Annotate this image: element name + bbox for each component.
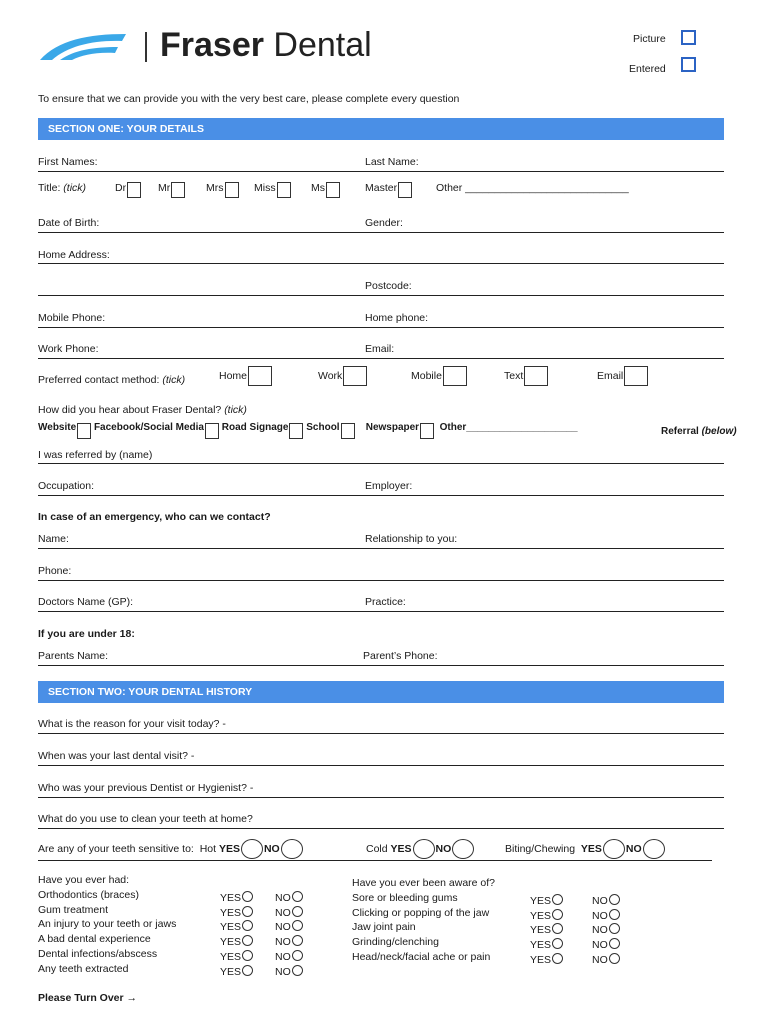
title-other-field[interactable]: Other ____________________________ xyxy=(436,182,629,194)
no-label: NO xyxy=(275,965,291,978)
aware-no-radio[interactable] xyxy=(609,894,620,905)
had-no-option xyxy=(275,891,303,904)
postcode-field[interactable] xyxy=(38,295,724,296)
previous-dentist-label: Who was your previous Dentist or Hygienist? - xyxy=(38,782,254,794)
had-yes-radio[interactable] xyxy=(242,920,253,931)
cold-yes-radio[interactable] xyxy=(413,839,435,859)
aware-yes-radio[interactable] xyxy=(552,894,563,905)
occupation-field[interactable] xyxy=(38,495,724,496)
no-label: NO xyxy=(592,909,608,922)
contact-mobile-checkbox[interactable] xyxy=(443,366,467,386)
had-no-option xyxy=(275,965,303,978)
emergency-name-label: Name: xyxy=(38,533,69,545)
aware-yes-option xyxy=(530,938,563,951)
aware-no-option xyxy=(592,923,620,936)
visit-reason-field[interactable] xyxy=(38,733,724,734)
sensitivity-line xyxy=(38,860,712,861)
hot-label: Hot xyxy=(199,843,217,855)
had-item-label: A bad dental experience xyxy=(38,933,151,946)
had-item-label: An injury to your teeth or jaws xyxy=(38,918,177,931)
source-newspaper-label: Newspaper xyxy=(365,422,420,433)
logo-divider xyxy=(145,32,147,62)
mobile-phone-label: Mobile Phone: xyxy=(38,312,106,324)
no-label: NO xyxy=(275,921,291,934)
biting-no-radio[interactable] xyxy=(643,839,665,859)
title-miss-checkbox[interactable] xyxy=(277,182,291,198)
emergency-phone-label: Phone: xyxy=(38,565,72,577)
first-names-field[interactable] xyxy=(38,171,724,172)
aware-item-label: Grinding/clenching xyxy=(352,936,439,949)
aware-no-option xyxy=(592,894,620,907)
home-address-field[interactable] xyxy=(38,263,724,264)
title-ms-checkbox[interactable] xyxy=(326,182,340,198)
mobile-phone-field[interactable] xyxy=(38,327,724,328)
yes-label: YES xyxy=(220,950,242,963)
aware-item-label: Sore or bleeding gums xyxy=(352,892,458,904)
had-yes-option xyxy=(220,906,253,919)
source-school-checkbox[interactable] xyxy=(341,423,355,439)
hear-about-label: How did you hear about Fraser Dental? (tick) xyxy=(38,404,247,416)
title-mrs-checkbox[interactable] xyxy=(225,182,239,198)
contact-home-checkbox[interactable] xyxy=(248,366,272,386)
brand-name xyxy=(160,26,372,65)
contact-text-checkbox[interactable] xyxy=(524,366,548,386)
cold-no-radio[interactable] xyxy=(452,839,474,859)
yes-label: YES xyxy=(530,924,552,937)
under-18-heading: If you are under 18: xyxy=(38,628,135,640)
yes-label: YES xyxy=(220,892,242,904)
biting-no-label: NO xyxy=(625,843,642,855)
occupation-label: Occupation: xyxy=(38,480,95,492)
hot-yes-radio[interactable] xyxy=(241,839,263,859)
had-yes-radio[interactable] xyxy=(242,965,253,976)
aware-no-option xyxy=(592,909,620,922)
aware-no-radio[interactable] xyxy=(609,909,620,920)
section-one-header: SECTION ONE: YOUR DETAILS xyxy=(38,118,724,140)
referred-by-field[interactable] xyxy=(38,463,724,464)
title-dr-checkbox[interactable] xyxy=(127,182,141,198)
source-road-checkbox[interactable] xyxy=(289,423,303,439)
emergency-name-field[interactable] xyxy=(38,548,724,549)
tick-note: (tick) xyxy=(63,182,87,194)
had-no-option xyxy=(275,935,303,948)
had-yes-radio[interactable] xyxy=(242,935,253,946)
aware-no-option xyxy=(592,953,620,966)
aware-no-radio[interactable] xyxy=(609,938,620,949)
emergency-heading: In case of an emergency, who can we contact? xyxy=(38,511,271,523)
aware-yes-radio[interactable] xyxy=(552,909,563,920)
brand-bold: Fraser xyxy=(160,26,264,64)
yes-label: YES xyxy=(220,965,242,978)
aware-yes-option xyxy=(530,953,563,966)
no-label: NO xyxy=(592,924,608,937)
parents-name-label: Parents Name: xyxy=(38,650,109,662)
source-school-label: School xyxy=(306,422,340,433)
entered-label: Entered xyxy=(629,63,666,75)
had-no-option xyxy=(275,906,303,919)
aware-no-radio[interactable] xyxy=(609,953,620,964)
parents-name-field[interactable] xyxy=(38,665,724,666)
contact-email-label: Email xyxy=(597,370,624,382)
title-dr-label: Dr xyxy=(115,182,127,194)
no-label: NO xyxy=(275,950,291,963)
had-item-label: Orthodontics (braces) xyxy=(38,889,139,901)
had-no-radio[interactable] xyxy=(292,906,303,917)
no-label: NO xyxy=(592,939,608,952)
title-mr-label: Mr xyxy=(158,182,171,194)
intro-text: To ensure that we can provide you with the very best care, please complete every question xyxy=(38,93,460,105)
had-yes-radio[interactable] xyxy=(242,950,253,961)
title-miss-label: Miss xyxy=(254,182,276,194)
work-phone-label: Work Phone: xyxy=(38,343,99,355)
contact-email-checkbox[interactable] xyxy=(624,366,648,386)
dob-label: Date of Birth: xyxy=(38,217,100,229)
had-yes-option xyxy=(220,950,253,963)
had-yes-option xyxy=(220,935,253,948)
cold-label: Cold xyxy=(366,843,388,855)
picture-checkbox[interactable] xyxy=(681,30,696,45)
source-other-field[interactable]: Other____________________ xyxy=(439,422,578,433)
gender-label: Gender: xyxy=(365,217,403,229)
no-label: NO xyxy=(275,892,291,904)
yes-label: YES xyxy=(220,906,242,919)
aware-no-option xyxy=(592,938,620,951)
yes-label: YES xyxy=(530,909,552,922)
had-yes-option xyxy=(220,965,253,978)
sensitive-label: Are any of your teeth sensitive to: xyxy=(38,843,194,855)
aware-yes-radio[interactable] xyxy=(552,938,563,949)
home-phone-label: Home phone: xyxy=(365,312,429,324)
had-no-radio[interactable] xyxy=(292,965,303,976)
work-phone-field[interactable] xyxy=(38,358,724,359)
had-no-option xyxy=(275,950,303,963)
title-row xyxy=(38,178,86,198)
had-item-label: Any teeth extracted xyxy=(38,962,129,975)
biting-yes-radio[interactable] xyxy=(603,839,625,859)
doctor-field[interactable] xyxy=(38,611,724,612)
aware-item-label: Head/neck/facial ache or pain xyxy=(352,950,491,963)
aware-yes-option xyxy=(530,909,563,922)
email-label: Email: xyxy=(365,343,395,355)
contact-home-label: Home xyxy=(219,370,248,382)
last-visit-field[interactable] xyxy=(38,765,724,766)
clean-teeth-field[interactable] xyxy=(38,828,724,829)
aware-yes-radio[interactable] xyxy=(552,923,563,934)
clean-teeth-label: What do you use to clean your teeth at home? xyxy=(38,813,253,825)
doctor-label: Doctors Name (GP): xyxy=(38,596,134,608)
title-label: Title: xyxy=(38,182,64,194)
yes-label: YES xyxy=(220,936,242,949)
home-address-label: Home Address: xyxy=(38,249,110,261)
aware-item-label: Jaw joint pain xyxy=(352,921,416,934)
yes-label: YES xyxy=(530,895,552,907)
section-two-header: SECTION TWO: YOUR DENTAL HISTORY xyxy=(38,681,724,703)
had-no-radio[interactable] xyxy=(292,935,303,946)
cold-yes-label: YES xyxy=(390,843,412,855)
logo-swoosh-icon xyxy=(38,30,128,64)
yes-label: YES xyxy=(220,921,242,934)
postcode-label: Postcode: xyxy=(365,280,412,292)
biting-yes-label: YES xyxy=(580,843,602,855)
turn-over-note: Please Turn Over → xyxy=(38,992,138,1004)
aware-yes-option xyxy=(530,894,563,907)
sensitivity-row xyxy=(38,838,304,860)
previous-dentist-field[interactable] xyxy=(38,797,724,798)
last-visit-label: When was your last dental visit? - xyxy=(38,750,195,762)
preferred-contact-label: Preferred contact method: (tick) xyxy=(38,374,186,386)
aware-no-radio[interactable] xyxy=(609,923,620,934)
practice-label: Practice: xyxy=(365,596,406,608)
title-ms-label: Ms xyxy=(311,182,325,194)
brand-light: Dental xyxy=(263,26,372,64)
source-website-checkbox[interactable] xyxy=(77,423,91,439)
yes-label: YES xyxy=(530,939,552,952)
source-road-label: Road Signage xyxy=(221,422,289,433)
source-facebook-checkbox[interactable] xyxy=(205,423,219,439)
had-no-radio[interactable] xyxy=(292,920,303,931)
aware-item-label: Clicking or popping of the jaw xyxy=(352,906,490,919)
emergency-phone-field[interactable] xyxy=(38,580,724,581)
title-mrs-label: Mrs xyxy=(206,182,224,194)
contact-work-checkbox[interactable] xyxy=(343,366,367,386)
had-item-label: Dental infections/abscess xyxy=(38,947,158,960)
yes-label: YES xyxy=(530,953,552,966)
parents-phone-label: Parent’s Phone: xyxy=(363,650,438,662)
contact-work-label: Work xyxy=(318,370,343,382)
contact-mobile-label: Mobile xyxy=(411,370,442,382)
had-no-radio[interactable] xyxy=(292,891,303,902)
aware-yes-option xyxy=(530,923,563,936)
no-label: NO xyxy=(592,953,608,966)
referred-by-label: I was referred by (name) xyxy=(38,449,153,461)
employer-label: Employer: xyxy=(365,480,413,492)
hot-yes-label: YES xyxy=(218,843,240,855)
had-no-radio[interactable] xyxy=(292,950,303,961)
title-mr-checkbox[interactable] xyxy=(171,182,185,198)
had-yes-radio[interactable] xyxy=(242,891,253,902)
visit-reason-label: What is the reason for your visit today? - xyxy=(38,718,226,730)
last-name-label: Last Name: xyxy=(365,156,419,168)
source-website-label: Website xyxy=(38,422,77,433)
had-yes-option xyxy=(220,891,253,904)
no-label: NO xyxy=(592,895,608,907)
no-label: NO xyxy=(275,936,291,949)
dob-field[interactable] xyxy=(38,232,724,233)
relationship-label: Relationship to you: xyxy=(365,533,458,545)
title-master-label: Master xyxy=(365,182,398,194)
source-facebook-label: Facebook/Social Media xyxy=(93,422,204,433)
aware-heading: Have you ever been aware of? xyxy=(352,877,496,889)
hot-no-radio[interactable] xyxy=(281,839,303,859)
had-yes-option xyxy=(220,920,253,933)
source-newspaper-checkbox[interactable] xyxy=(420,423,434,439)
entered-checkbox[interactable] xyxy=(681,57,696,72)
contact-text-label: Text xyxy=(504,370,524,382)
no-label: NO xyxy=(275,906,291,919)
aware-yes-radio[interactable] xyxy=(552,953,563,964)
picture-label: Picture xyxy=(633,33,666,45)
have-had-heading: Have you ever had: xyxy=(38,874,130,886)
hot-no-label: NO xyxy=(263,843,280,855)
biting-label: Biting/Chewing xyxy=(505,843,576,855)
title-master-checkbox[interactable] xyxy=(398,182,412,198)
referral-label: Referral (below) xyxy=(661,426,737,437)
had-yes-radio[interactable] xyxy=(242,906,253,917)
had-item-label: Gum treatment xyxy=(38,903,109,916)
first-names-label: First Names: xyxy=(38,156,98,168)
cold-no-label: NO xyxy=(435,843,452,855)
had-no-option xyxy=(275,920,303,933)
